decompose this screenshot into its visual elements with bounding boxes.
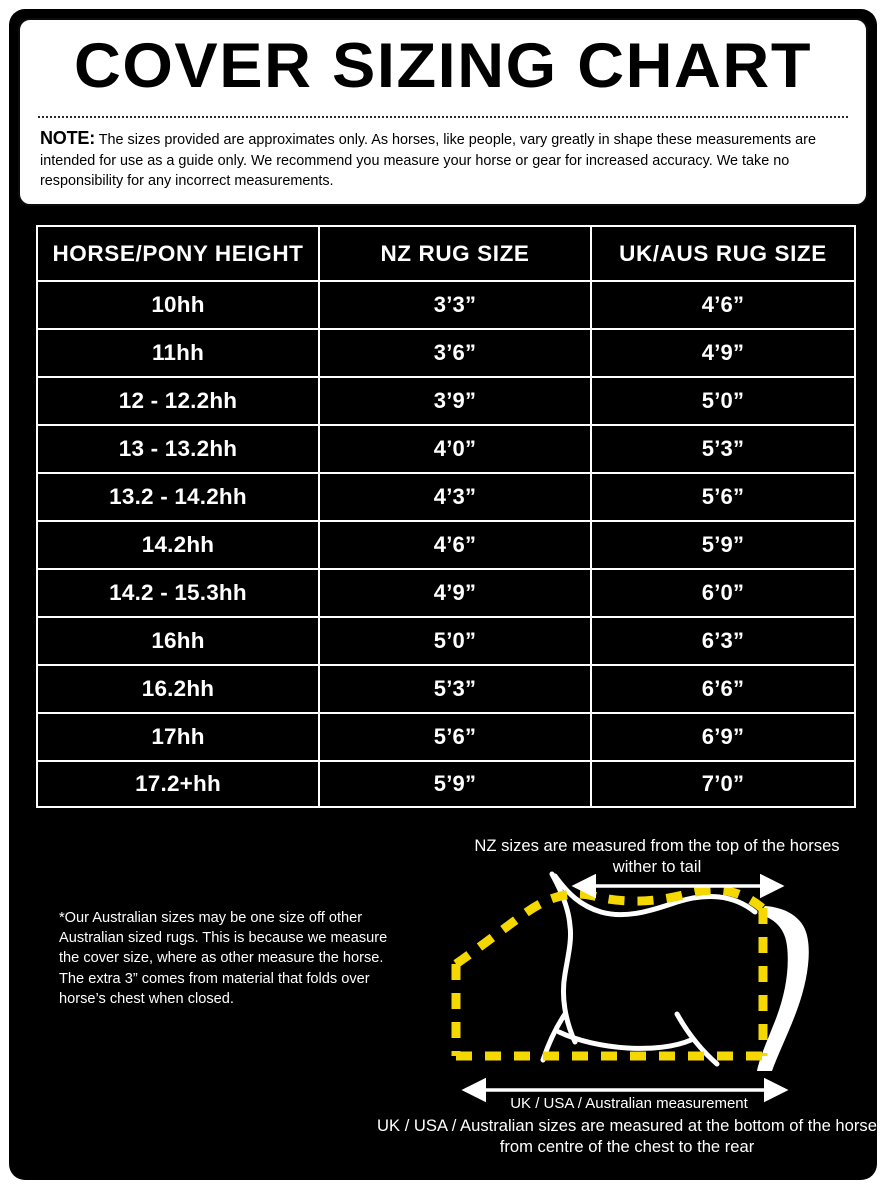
- horse-belly-line: [559, 1032, 691, 1048]
- cell-height: 10hh: [36, 280, 318, 328]
- cell-height: 11hh: [36, 328, 318, 376]
- cell-nz-size: 4’6”: [318, 520, 590, 568]
- horse-measurement-diagram: [429, 864, 839, 1104]
- table-row: [36, 472, 856, 520]
- cell-nz-size: 3’9”: [318, 376, 590, 424]
- uk-measurement-caption: UK / USA / Australian sizes are measured at the bottom of the horse from centre of the chest to the rear: [377, 1116, 877, 1156]
- table-row: [36, 616, 856, 664]
- cell-nz-size: 5’3”: [318, 664, 590, 712]
- cell-height: 17.2+hh: [36, 760, 318, 808]
- cell-nz-size: 4’0”: [318, 424, 590, 472]
- note-label: NOTE:: [40, 128, 95, 148]
- table-row: [36, 712, 856, 760]
- page-title: COVER SIZING CHART: [73, 31, 813, 101]
- poster-panel: [9, 9, 877, 1180]
- cell-ukaus-size: 6’0”: [590, 568, 856, 616]
- cell-height: 14.2 - 15.3hh: [36, 568, 318, 616]
- cell-height: 13 - 13.2hh: [36, 424, 318, 472]
- cell-ukaus-size: 4’9”: [590, 328, 856, 376]
- cell-nz-size: 5’6”: [318, 712, 590, 760]
- cell-height: 12 - 12.2hh: [36, 376, 318, 424]
- table-row: [36, 664, 856, 712]
- cell-nz-size: 3’6”: [318, 328, 590, 376]
- cell-nz-size: 4’3”: [318, 472, 590, 520]
- cell-ukaus-size: 7’0”: [590, 760, 856, 808]
- cell-height: 13.2 - 14.2hh: [36, 472, 318, 520]
- cell-ukaus-size: 5’3”: [590, 424, 856, 472]
- cell-nz-size: 5’0”: [318, 616, 590, 664]
- column-header-ukaus: UK/AUS RUG SIZE: [590, 225, 856, 280]
- uk-measurement-arrow-label: UK / USA / Australian measurement: [510, 1095, 748, 1112]
- table-row: [36, 280, 856, 328]
- sizing-table: [36, 225, 856, 808]
- nz-measurement-caption: NZ sizes are measured from the top of the horses wither to tail: [474, 836, 840, 876]
- cell-ukaus-size: 6’9”: [590, 712, 856, 760]
- cell-height: 17hh: [36, 712, 318, 760]
- cell-ukaus-size: 6’3”: [590, 616, 856, 664]
- header-card: [18, 18, 868, 206]
- cell-nz-size: 5’9”: [318, 760, 590, 808]
- table-header-row: [36, 225, 856, 280]
- cell-ukaus-size: 4’6”: [590, 280, 856, 328]
- cell-height: 16.2hh: [36, 664, 318, 712]
- cell-nz-size: 3’3”: [318, 280, 590, 328]
- cell-ukaus-size: 5’9”: [590, 520, 856, 568]
- cell-ukaus-size: 6’6”: [590, 664, 856, 712]
- horse-tail: [757, 906, 809, 1071]
- horse-neck-line: [563, 926, 575, 1042]
- cell-height: 16hh: [36, 616, 318, 664]
- rug-outline-top: [456, 890, 762, 964]
- disclaimer-note: [40, 128, 850, 192]
- title-divider: [38, 116, 848, 118]
- table-row: [36, 520, 856, 568]
- column-header-height: HORSE/PONY HEIGHT: [36, 225, 318, 280]
- table-row: [36, 328, 856, 376]
- cell-height: 14.2hh: [36, 520, 318, 568]
- cell-nz-size: 4’9”: [318, 568, 590, 616]
- cell-ukaus-size: 5’0”: [590, 376, 856, 424]
- table-row: [36, 424, 856, 472]
- table-row: [36, 376, 856, 424]
- table-row: [36, 568, 856, 616]
- column-header-nz: NZ RUG SIZE: [318, 225, 590, 280]
- table-row: [36, 760, 856, 808]
- note-text: The sizes provided are approximates only. As horses, like people, vary greatly in shape these measurements are intended for use as a guide only. We recommend you measure your horse or gear for increased accuracy. We take no responsibility for any incorrect measurements.: [40, 132, 816, 189]
- australian-sizes-footnote: *Our Australian sizes may be one size off other Australian sized rugs. This is because we measure the cover size, where as other measure the horse. The extra 3” comes from material that folds over horse’s chest when closed.: [59, 910, 388, 1007]
- cell-ukaus-size: 5’6”: [590, 472, 856, 520]
